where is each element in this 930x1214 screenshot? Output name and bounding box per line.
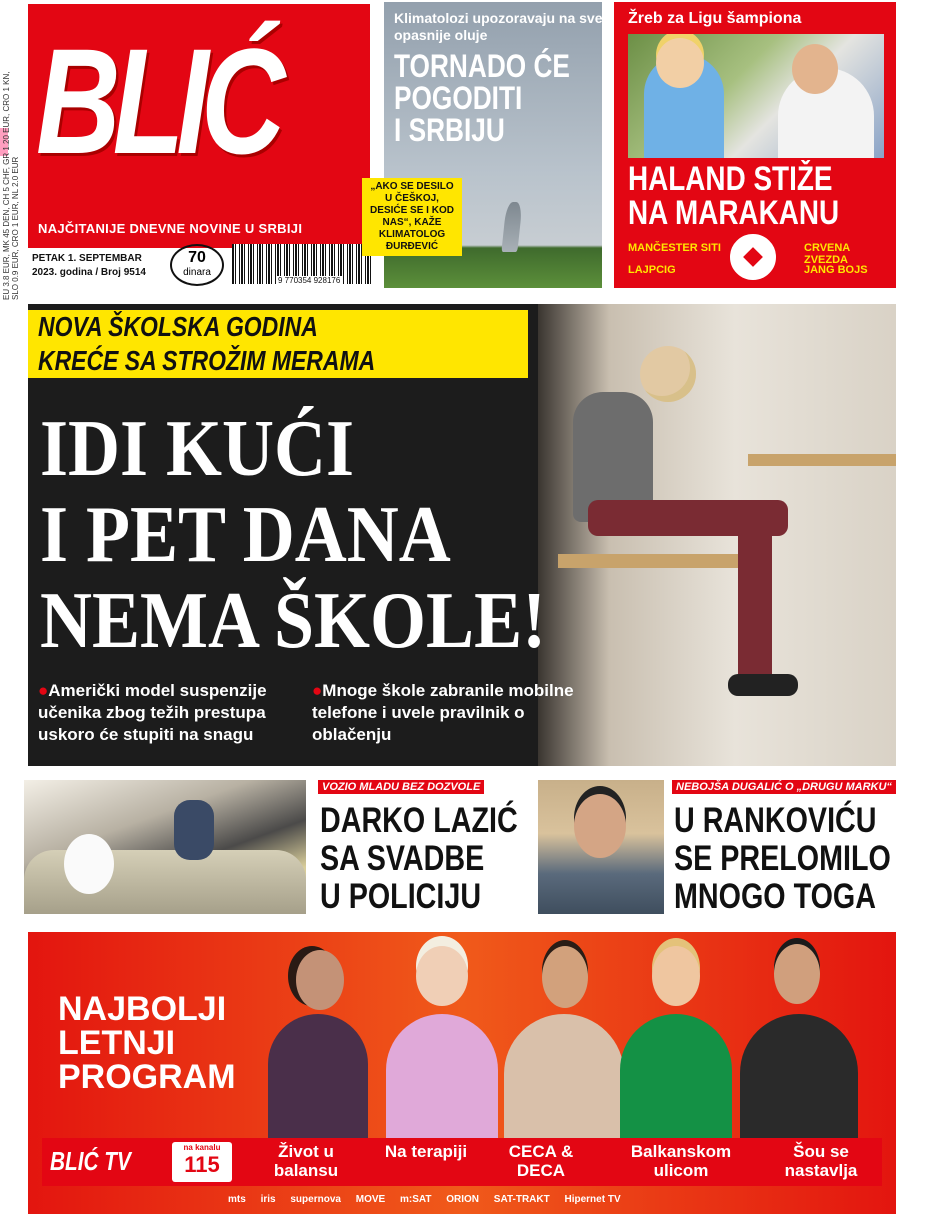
lazic-title-line: U POLICIJU: [320, 877, 482, 916]
issue-date: [32, 252, 146, 280]
lazic-title-line: DARKO LAZIĆ: [320, 801, 518, 840]
lazic-wedding-photo[interactable]: [24, 780, 306, 914]
partner-logo: iris: [260, 1194, 276, 1205]
dugalic-title[interactable]: [674, 802, 912, 916]
partner-logo: SAT-TRAKT: [493, 1194, 550, 1205]
presenter-head: [416, 946, 468, 1006]
lazic-title-line: SA SVADBE: [320, 839, 485, 878]
haland-photo: [628, 34, 884, 158]
dugalic-kicker: NEBOJŠA DUGALIĆ O „DRUGU MARKU“: [672, 780, 896, 794]
tornado-kicker: Klimatolozi upozoravaju na sve opasnije oluje: [394, 10, 602, 43]
presenter-figure: [620, 1014, 732, 1144]
blic-tv-logo: BLIĆ TV: [50, 1146, 131, 1176]
dugalic-title-line: MNOGO TOGA: [674, 877, 876, 916]
presenter-figure: [504, 1014, 624, 1144]
dugalic-title-line: SE PRELOMILO: [674, 839, 891, 878]
masthead-logo-box[interactable]: [28, 4, 370, 248]
haland-title-line: NA MARAKANU: [628, 194, 840, 232]
ad-title-line: LETNJI: [58, 1024, 176, 1062]
haland-title: [628, 162, 890, 230]
student-shin: [738, 518, 772, 678]
headline-line: NEMA ŠKOLE!: [40, 577, 547, 665]
date-line-2: 2023. godina / Broj 9514: [32, 267, 146, 278]
blic-tv-ad[interactable]: [28, 932, 896, 1214]
partner-logo: m:SAT: [399, 1194, 432, 1205]
club-name: MANČESTER SITI: [628, 242, 721, 254]
headline-line: I PET DANA: [40, 491, 451, 579]
partner-logo: Hipernet TV: [564, 1194, 621, 1205]
haland-title-line: HALAND STIŽE: [628, 160, 833, 198]
groom-figure: [174, 800, 214, 860]
logo-tagline: NAJČITANIJE DNEVNE NOVINE U SRBIJI: [38, 221, 303, 236]
tornado-title: [394, 50, 602, 146]
main-bullet: [312, 680, 582, 746]
bullet-text: Mnoge škole zabranile mobilne telefone i uvele pravilnik o oblačenju: [312, 681, 574, 744]
dugalic-head: [574, 794, 626, 858]
partner-logo: supernova: [290, 1194, 341, 1205]
desk: [748, 454, 896, 466]
price-value: 70: [188, 249, 206, 266]
channel-number: 115: [184, 1152, 220, 1177]
price-badge: [170, 244, 224, 286]
ad-title-line: NAJBOLJI: [58, 990, 227, 1028]
haland-teaser[interactable]: [614, 2, 896, 288]
ad-title-line: PROGRAM: [58, 1058, 236, 1096]
desk: [558, 554, 738, 568]
player-head: [656, 38, 704, 88]
student-head: [640, 346, 696, 402]
show-title: Šou se nastavlja: [784, 1142, 858, 1180]
ad-program-bar: [42, 1138, 882, 1186]
show-title: Na terapiji: [384, 1142, 468, 1161]
haland-kicker: Žreb za Ligu šampiona: [628, 10, 802, 27]
ad-title: [58, 992, 236, 1094]
presenter-figure: [740, 1014, 858, 1144]
club-name: JANG BOJS: [804, 264, 868, 276]
bullet-text: Američki model suspenzije učenika zbog težih prestupa uskoro će stupiti na snagu: [38, 681, 267, 744]
main-kicker-line: NOVA ŠKOLSKA GODINA: [38, 311, 318, 342]
presenter-figure: [386, 1014, 498, 1144]
channel-label: na kanalu: [183, 1143, 221, 1152]
lazic-kicker: VOZIO MLADU BEZ DOZVOLE: [318, 780, 484, 794]
channel-badge: [172, 1142, 232, 1182]
bride-figure: [64, 834, 114, 894]
presenter-head: [652, 946, 700, 1006]
presenter-head: [774, 944, 820, 1004]
champions-league-ball-icon: [730, 234, 776, 280]
main-story[interactable]: [28, 304, 896, 766]
presenter-head: [542, 946, 588, 1008]
tornado-funnel-image: [501, 202, 522, 252]
bullet-dot-icon: ●: [38, 681, 49, 700]
barcode-number: 9 770354 928176: [278, 276, 341, 285]
tornado-title-line: TORNADO ĆE: [394, 48, 570, 84]
coach-head: [792, 44, 838, 94]
show-title: Život u balansu: [273, 1142, 339, 1180]
side-prices: EU 3.8 EUR, MK 45 DEN, CH 5 CHF, GR 1.20 EUR, CRO 1 KN, SLO 0.9 EUR, CRO 1 EUR, NL 2.0 EUR: [2, 71, 20, 300]
headline-line: IDI KUĆI: [40, 405, 355, 493]
dugalic-photo[interactable]: [538, 780, 664, 914]
presenter-figure: [268, 1014, 368, 1144]
partner-logo: MOVE: [355, 1194, 386, 1205]
show-title: Balkanskom ulicom: [630, 1142, 732, 1180]
presenter-head: [296, 950, 344, 1010]
main-headline: [40, 406, 546, 664]
dugalic-title-line: U RANKOVIĆU: [674, 801, 877, 840]
student-shoe: [728, 674, 798, 696]
club-name: LAJPCIG: [628, 264, 676, 276]
main-kicker-line: KREĆE SA STROŽIM MERAMA: [38, 345, 376, 376]
show-title: CECA & DECA: [508, 1142, 574, 1180]
date-line-1: PETAK 1. SEPTEMBAR: [32, 253, 142, 264]
logo: BLIĆ: [36, 17, 278, 185]
tornado-title-line: POGODITI: [394, 80, 523, 116]
price-unit: dinara: [183, 267, 211, 278]
partner-logo: mts: [228, 1194, 246, 1205]
ad-partners: [228, 1194, 633, 1205]
partner-logo: ORION: [446, 1194, 480, 1205]
tornado-quote-badge: „AKO SE DESILO U ČEŠKOJ, DESIĆE SE I KOD NAS“, KAŽE KLIMATOLOG ĐURĐEVIĆ: [362, 178, 462, 256]
club-name: CRVENA ZVEZDA: [804, 242, 850, 266]
main-bullet: [38, 680, 308, 746]
lazic-title[interactable]: [320, 802, 533, 916]
bullet-dot-icon: ●: [312, 681, 323, 700]
main-kicker: [28, 310, 528, 378]
tornado-title-line: I SRBIJU: [394, 112, 505, 148]
